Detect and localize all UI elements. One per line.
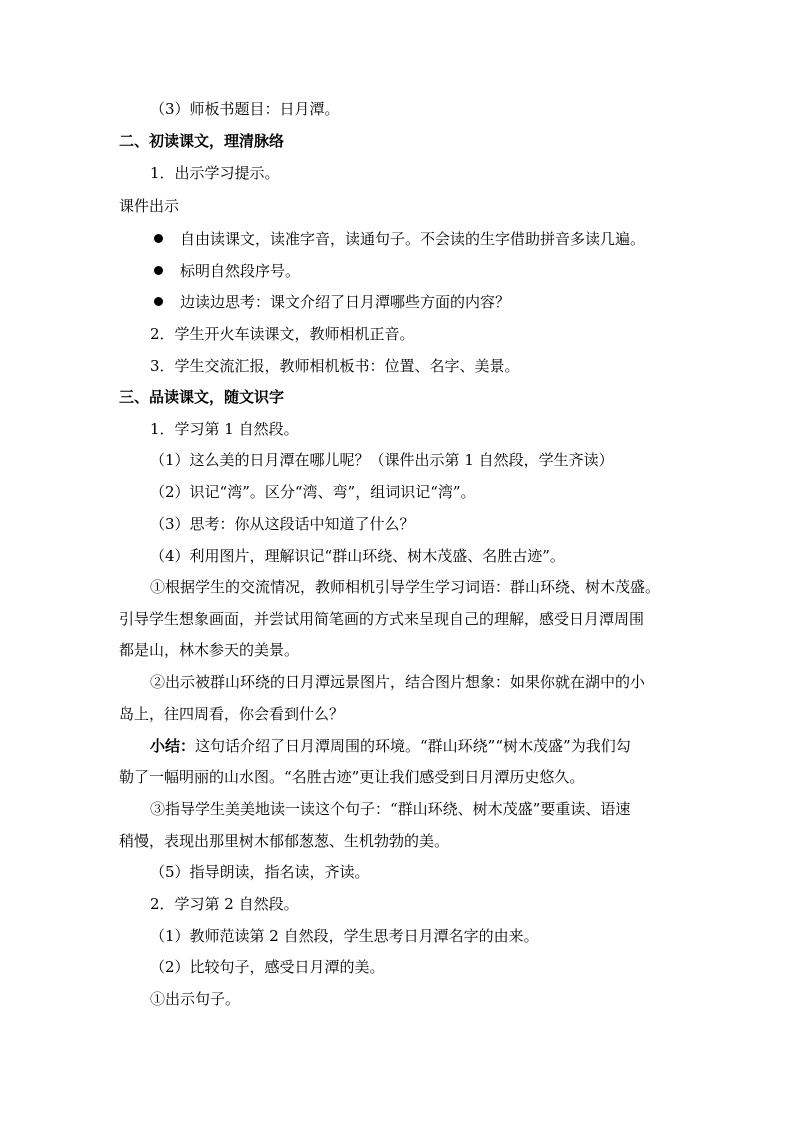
section-heading-3: 三、品读课文，随文识字 — [119, 388, 285, 406]
bullet-item-2 — [154, 261, 300, 281]
paragraph-2-line-2: 岛上，往四周看，你会看到什么？ — [119, 705, 345, 723]
sub-step-2b-line: （2）比较句子，感受日月潭的美。 — [150, 958, 385, 976]
bullet-text-2: 标明自然段序号。 — [180, 262, 301, 280]
item-1-line: 1．出示学习提示。 — [150, 164, 280, 182]
sub-step-2-line: （2）识记“湾”。区分“湾、弯”，组词识记“湾”。 — [150, 483, 476, 501]
sub-step-1b-line: （1）教师范读第 2 自然段，学生思考日月潭名字的由来。 — [150, 927, 539, 945]
summary-line-2: 勒了一幅明丽的山水图。“名胜古迹”更让我们感受到日月潭历史悠久。 — [119, 768, 585, 786]
study-paragraph-1-line: 1．学习第 1 自然段。 — [150, 420, 299, 438]
summary-line-1 — [150, 736, 631, 756]
bullet-text-1: 自由读课文，读准字音，读通句子。不会读的生字借助拼音多读几遍。 — [180, 230, 646, 248]
bullet-dot-icon — [154, 234, 163, 243]
paragraph-2-line-1: ②出示被群山环绕的日月潭远景图片，结合图片想象：如果你就在湖中的小 — [150, 673, 646, 691]
summary-text-1: 这句话介绍了日月潭周围的环境。“群山环绕”“树木茂盛”为我们勾 — [195, 737, 631, 755]
sub-step-5-line: （5）指导朗读，指名读，齐读。 — [150, 863, 370, 881]
bullet-dot-icon — [154, 297, 163, 306]
paragraph-3-line-2: 稍慢，表现出那里树木郁郁葱葱、生机勃勃的美。 — [119, 832, 450, 850]
study-paragraph-2-line: 2．学习第 2 自然段。 — [150, 895, 299, 913]
item-3-line: 3．学生交流汇报，教师相机板书：位置、名字、美景。 — [150, 357, 520, 375]
paragraph-1-line-3: 都是山，林木参天的美景。 — [119, 641, 300, 659]
bullet-item-1 — [154, 229, 645, 249]
sub-step-1-line: （1）这么美的日月潭在哪儿呢？（课件出示第 1 自然段，学生齐读） — [150, 451, 614, 469]
courseware-label: 课件出示 — [119, 197, 180, 215]
sub-step-4-line: （4）利用图片，理解识记“群山环绕、树木茂盛、名胜古迹”。 — [150, 547, 565, 565]
sub-step-3-line: （3）思考：你从这段话中知道了什么？ — [150, 515, 415, 533]
show-sentence-line: ①出示句子。 — [150, 990, 241, 1008]
paragraph-1-line-1: ①根据学生的交流情况，教师相机引导学生学习词语：群山环绕、树木茂盛。 — [150, 578, 661, 596]
step-3-line: （3）师板书题目：日月潭。 — [150, 100, 340, 118]
bullet-text-3: 边读边思考：课文介绍了日月潭哪些方面的内容？ — [180, 293, 511, 311]
bullet-dot-icon — [154, 266, 163, 275]
paragraph-3-line-1: ③指导学生美美地读一读这个句子：“群山环绕、树木茂盛”要重读、语速 — [150, 800, 631, 818]
section-heading-2: 二、初读课文，理清脉络 — [119, 132, 285, 150]
bullet-item-3 — [154, 292, 510, 312]
summary-label: 小结： — [150, 737, 196, 755]
paragraph-1-line-2: 引导学生想象画面，并尝试用简笔画的方式来呈现自己的理解，感受日月潭周围 — [119, 610, 645, 628]
item-2-line: 2．学生开火车读课文，教师相机正音。 — [150, 325, 415, 343]
